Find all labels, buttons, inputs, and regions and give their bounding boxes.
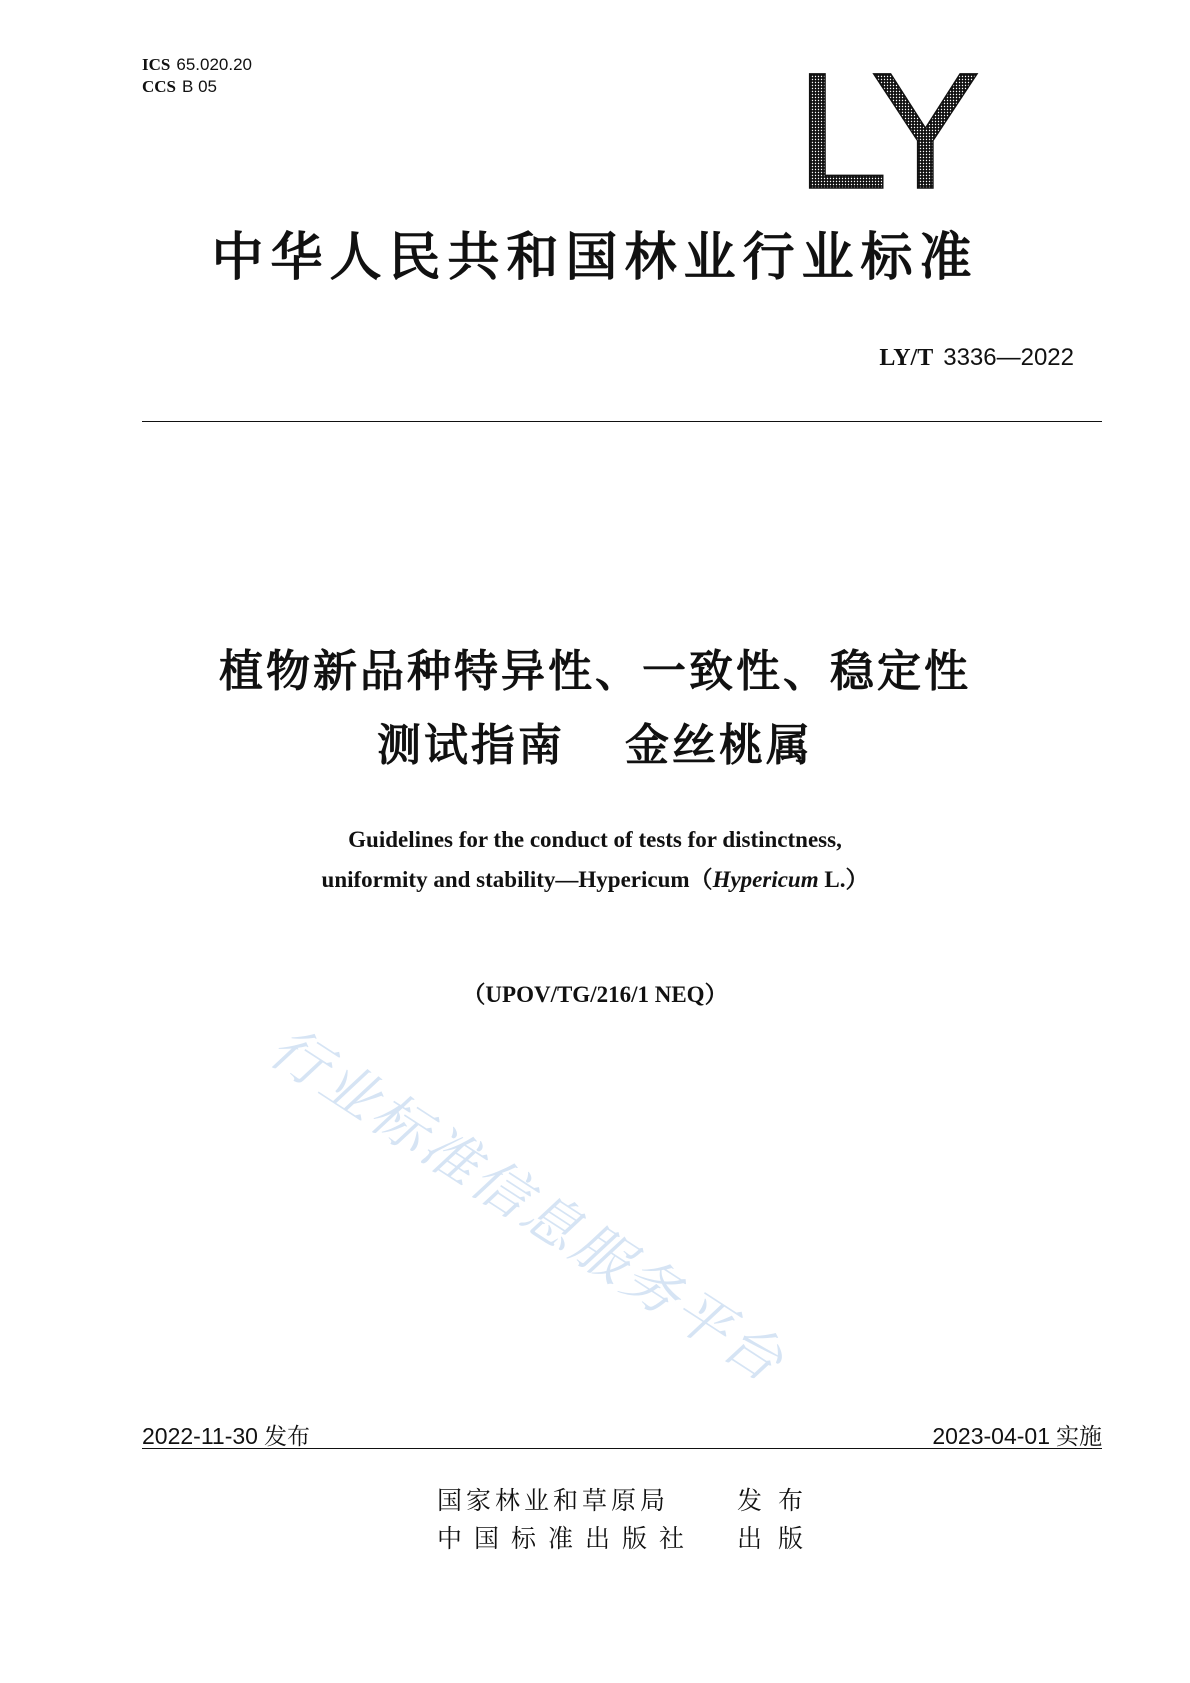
ics-code xyxy=(142,55,252,75)
ly-logo xyxy=(796,66,1006,196)
publisher-row xyxy=(437,1481,819,1517)
main-heading: 中华人民共和国林业行业标准 xyxy=(211,228,979,288)
ccs-code xyxy=(142,77,217,97)
title-cn-line2 xyxy=(0,718,1190,774)
title-cn-line2-part2: 金丝桃属 xyxy=(625,720,813,771)
issue-date-label: 发布 xyxy=(263,1424,310,1450)
implementation-date-value: 2023-04-01 xyxy=(932,1423,1050,1449)
publisher-org: 国家林业和草原局 xyxy=(437,1486,670,1515)
title-en-line2-part2: L.） xyxy=(818,867,869,892)
issue-date xyxy=(142,1418,310,1451)
equivalence-note: （UPOV/TG/216/1 NEQ） xyxy=(462,982,728,1007)
ccs-label: CCS xyxy=(142,77,177,96)
implementation-date-label: 实施 xyxy=(1056,1424,1102,1450)
ics-label: ICS xyxy=(142,55,171,74)
title-en-italic: Hypericum xyxy=(712,867,819,892)
top-divider xyxy=(142,421,1102,422)
title-en-line2-part1: uniformity and stability—Hypericum（ xyxy=(321,867,713,892)
standard-number xyxy=(879,343,1074,372)
title-en-line1: Guidelines for the conduct of tests for distinctness, xyxy=(348,827,842,852)
publisher-action: 发布 xyxy=(737,1486,820,1515)
title-cn-line1: 植物新品种特异性、一致性、稳定性 xyxy=(219,646,971,697)
ics-value: 65.020.20 xyxy=(176,55,252,74)
title-en-line2 xyxy=(0,866,1190,894)
title-cn-line2-part1: 测试指南 xyxy=(377,720,565,771)
standard-code: LY/T xyxy=(879,345,934,371)
publisher-row xyxy=(437,1519,819,1555)
issue-date-value: 2022-11-30 xyxy=(142,1423,258,1449)
publisher-action: 出版 xyxy=(737,1524,820,1553)
ly-logo-text: LY xyxy=(796,66,975,196)
watermark: 行业标准信息服务平台 xyxy=(258,1015,797,1397)
ccs-value: B 05 xyxy=(182,77,217,96)
bottom-divider xyxy=(142,1448,1102,1449)
standard-year-number: 3336—2022 xyxy=(943,344,1074,371)
implementation-date xyxy=(932,1418,1102,1451)
publisher-org: 中国标准出版社 xyxy=(437,1524,697,1553)
